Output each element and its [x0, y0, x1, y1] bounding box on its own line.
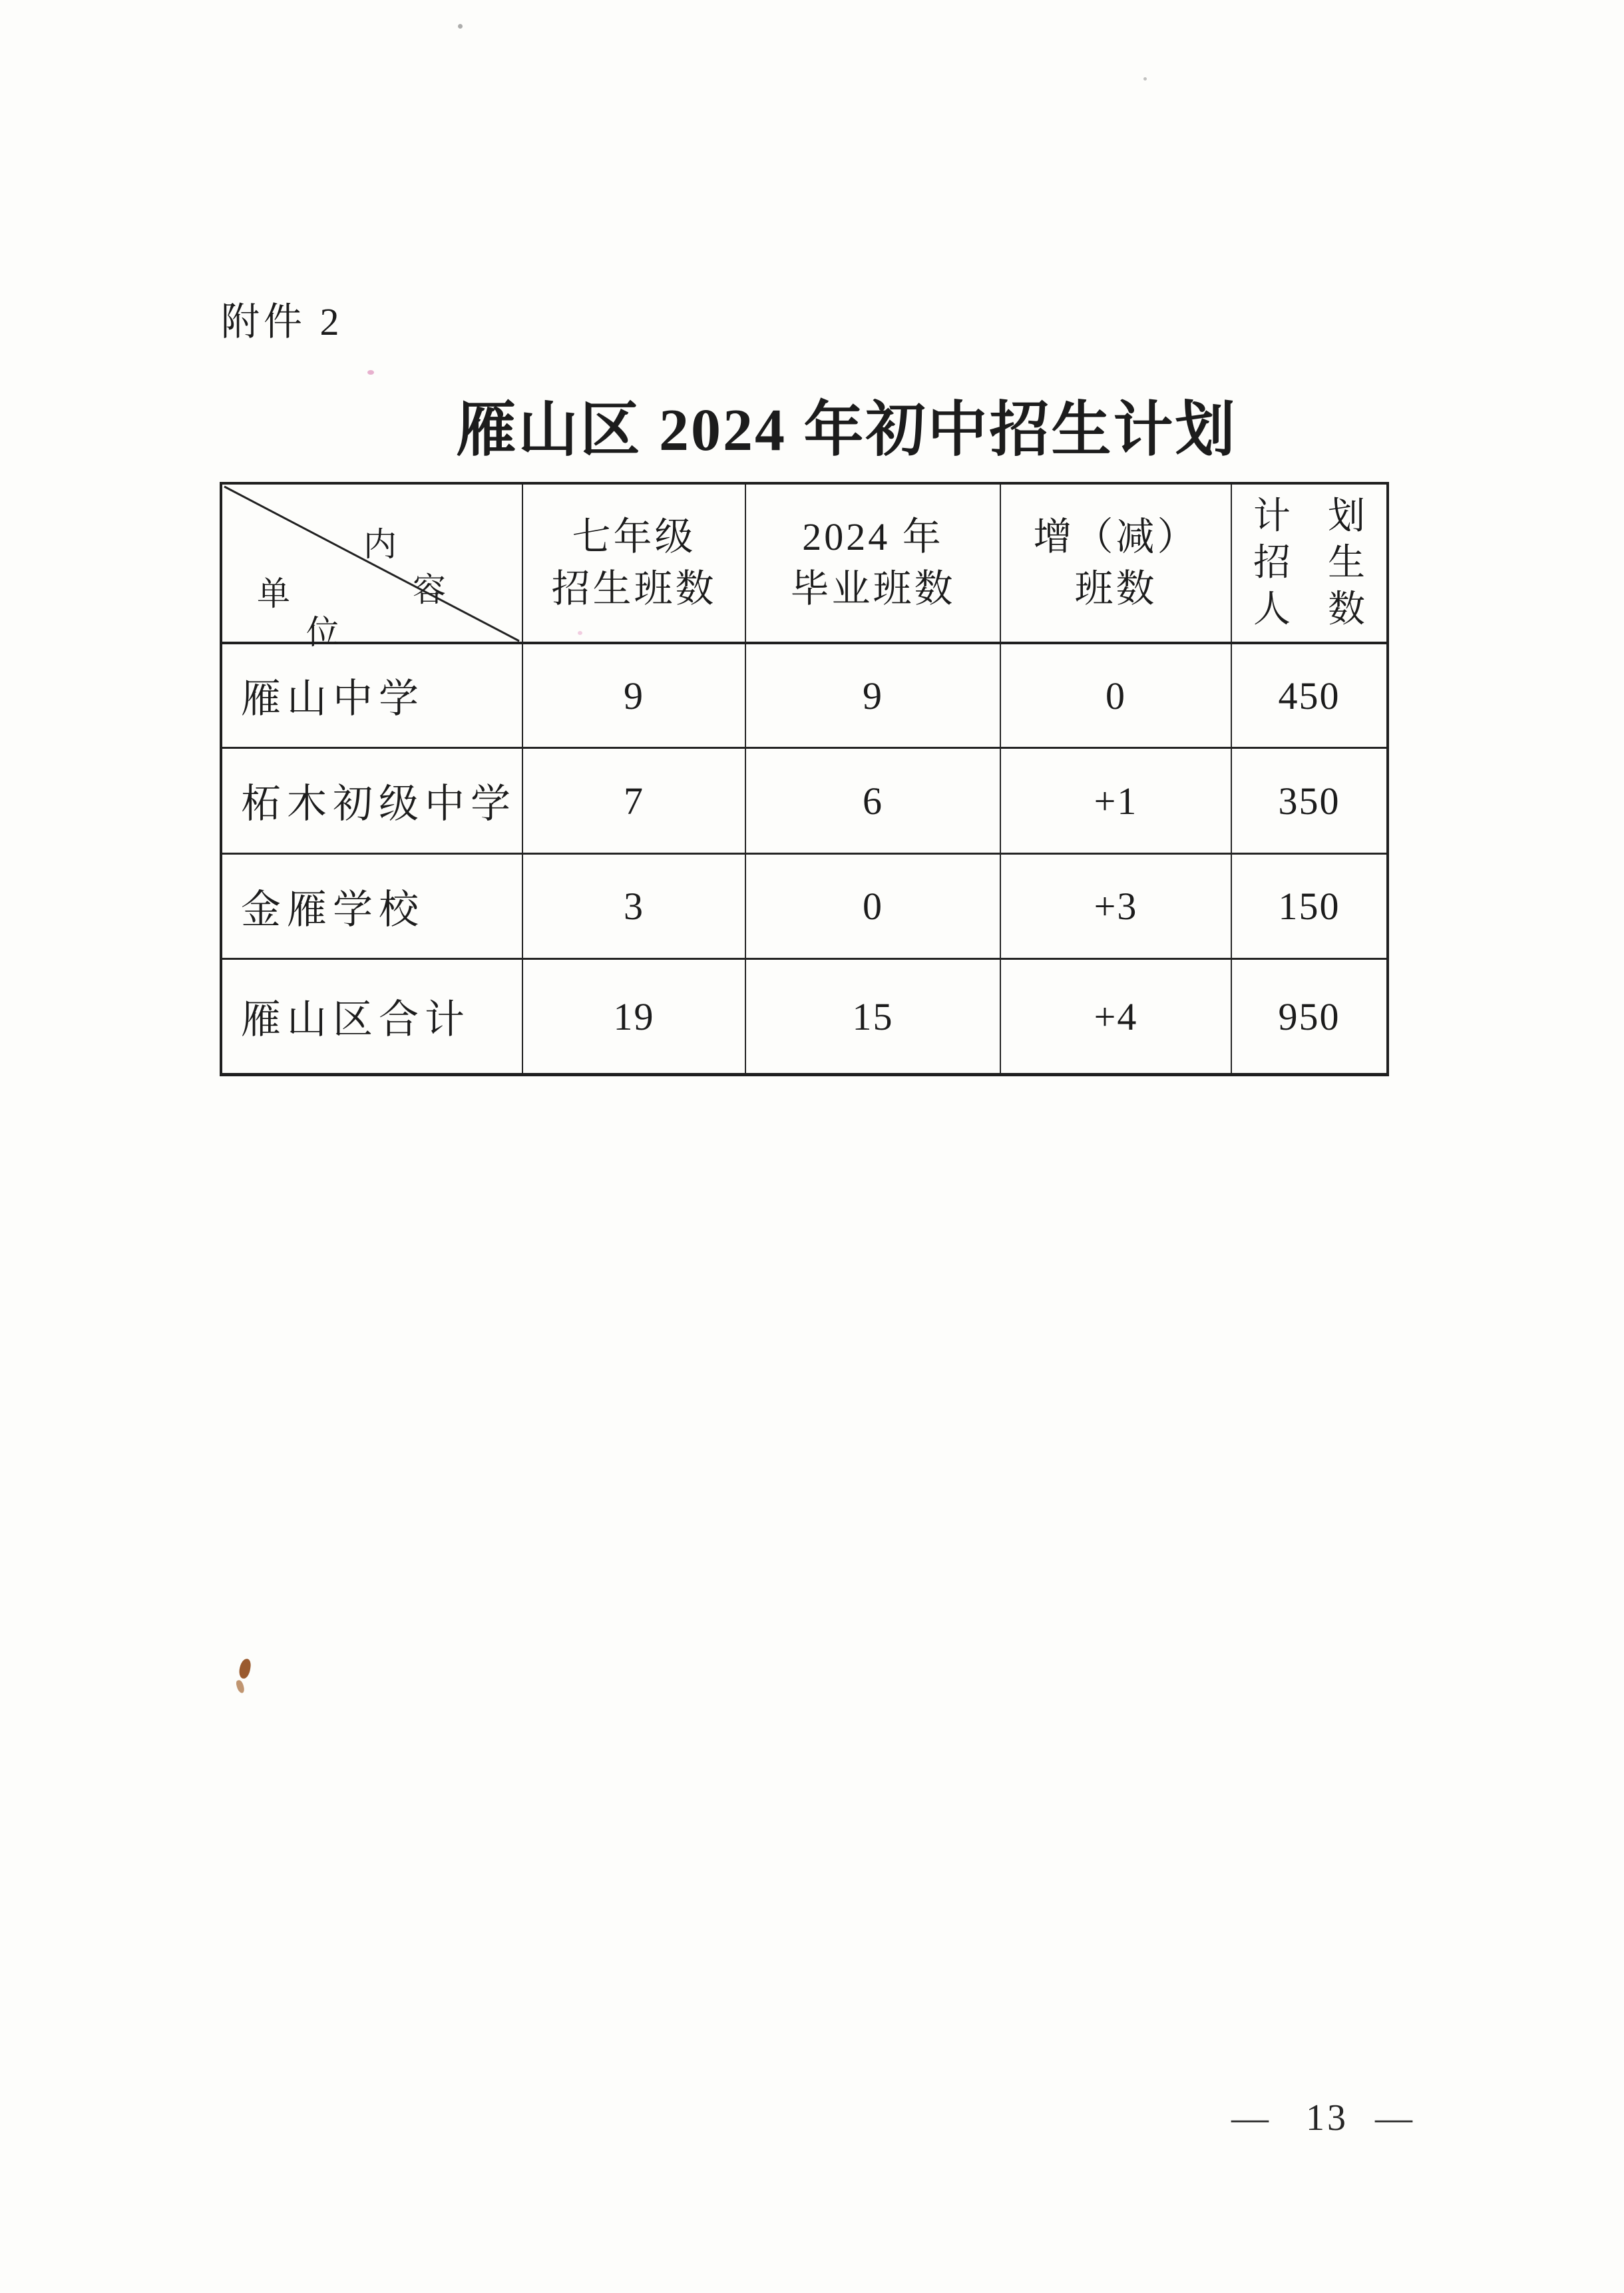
footer-right-dash: —	[1375, 2097, 1412, 2139]
school-name-cell: 金雁学校	[222, 855, 523, 960]
enrollment-plan-table	[220, 482, 1389, 1076]
header-planned-line2: 招 生	[1253, 542, 1365, 584]
graduating-2024-cell: 6	[746, 749, 1001, 855]
school-name-cell: 雁山中学	[222, 644, 523, 749]
corner-label-unit-char2: 位	[306, 614, 339, 651]
planned-enrollment-cell: 450	[1232, 644, 1386, 749]
attachment-label: 附件 2	[221, 300, 343, 343]
header-graduating-line1: 2024 年	[802, 515, 944, 558]
school-name-cell: 柘木初级中学	[222, 749, 523, 855]
class-change-cell: 0	[1001, 644, 1232, 749]
graduating-2024-cell: 0	[746, 855, 1001, 960]
scan-speck	[578, 631, 582, 635]
page-title: 雁山区 2024 年初中招生计划	[456, 397, 1237, 463]
corner-label-content-char1: 内	[363, 526, 397, 563]
header-graduating-2024	[746, 485, 1001, 644]
diagonal-divider-line	[222, 485, 523, 644]
corner-label-content-char2: 容	[413, 571, 446, 608]
class-change-total-cell: +4	[1001, 960, 1232, 1073]
footer-left-dash: —	[1231, 2097, 1269, 2139]
ink-speck	[238, 1658, 252, 1679]
header-grade7-classes	[523, 485, 746, 644]
header-planned-enrollment	[1232, 485, 1386, 644]
header-planned-line3: 人 数	[1253, 589, 1365, 630]
grade7-classes-total-cell: 19	[523, 960, 746, 1073]
scan-speck	[458, 24, 463, 29]
grade7-classes-cell: 7	[523, 749, 746, 855]
header-class-change	[1001, 485, 1232, 644]
corner-header-cell	[222, 485, 523, 651]
scan-speck	[1143, 77, 1147, 81]
graduating-2024-total-cell: 15	[746, 960, 1001, 1073]
header-change-line1: 增（减）	[1033, 515, 1199, 558]
planned-enrollment-cell: 350	[1232, 749, 1386, 855]
corner-label-unit-char1: 单	[257, 575, 290, 612]
footer-page-number: 13	[1306, 2097, 1348, 2139]
planned-enrollment-cell: 150	[1232, 855, 1386, 960]
district-total-name-cell: 雁山区合计	[222, 960, 523, 1073]
graduating-2024-cell: 9	[746, 644, 1001, 749]
grade7-classes-cell: 9	[523, 644, 746, 749]
header-graduating-line2: 毕业班数	[790, 567, 956, 610]
scan-speck	[367, 370, 374, 375]
header-grade7-line2: 招生班数	[551, 567, 717, 610]
class-change-cell: +1	[1001, 749, 1232, 855]
ink-speck	[236, 1679, 246, 1694]
header-change-line2: 班数	[1074, 567, 1157, 610]
class-change-cell: +3	[1001, 855, 1232, 960]
header-planned-line1: 计 划	[1253, 496, 1365, 537]
header-grade7-line1: 七年级	[572, 515, 696, 558]
planned-enrollment-total-cell: 950	[1278, 994, 1340, 1038]
grade7-classes-cell: 3	[523, 855, 746, 960]
